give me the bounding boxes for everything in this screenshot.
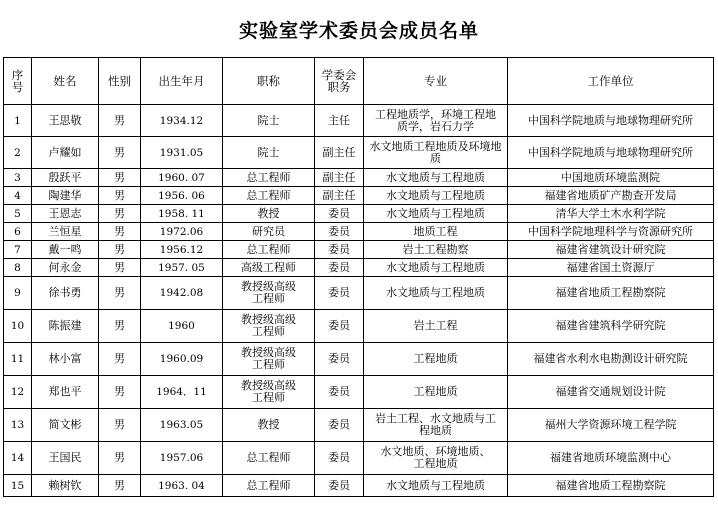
header-gender: 性别 — [99, 58, 141, 105]
cell-unit: 福建省交通规划设计院 — [508, 376, 714, 409]
cell-birth: 1963.05 — [141, 409, 223, 442]
table-row — [4, 442, 714, 475]
cell-gender: 男 — [99, 241, 141, 259]
cell-birth: 1964．11 — [141, 376, 223, 409]
cell-index: 11 — [4, 343, 32, 376]
cell-gender: 男 — [99, 187, 141, 205]
cell-role: 副主任 — [315, 137, 364, 169]
cell-name: 徐书勇 — [32, 277, 99, 310]
cell-role: 委员 — [315, 475, 364, 497]
cell-birth: 1960.09 — [141, 343, 223, 376]
cell-name: 陈振建 — [32, 310, 99, 343]
cell-unit: 中国科学院地理科学与资源研究所 — [508, 223, 714, 241]
cell-major: 岩土工程勘察 — [364, 241, 508, 259]
cell-gender: 男 — [99, 205, 141, 223]
cell-index: 5 — [4, 205, 32, 223]
table-row — [4, 205, 714, 223]
table-row — [4, 169, 714, 187]
cell-gender: 男 — [99, 169, 141, 187]
cell-birth: 1960 — [141, 310, 223, 343]
table-row — [4, 105, 714, 137]
cell-role: 委员 — [315, 223, 364, 241]
cell-major: 水文地质与工程地质 — [364, 169, 508, 187]
table-row — [4, 475, 714, 497]
cell-name: 陶建华 — [32, 187, 99, 205]
cell-name: 林小富 — [32, 343, 99, 376]
cell-gender: 男 — [99, 277, 141, 310]
cell-index: 14 — [4, 442, 32, 475]
cell-role: 委员 — [315, 205, 364, 223]
cell-rank: 院士 — [223, 137, 315, 169]
cell-role: 副主任 — [315, 169, 364, 187]
page-title: 实验室学术委员会成员名单 — [238, 20, 479, 42]
cell-major: 水文地质与工程地质 — [364, 205, 508, 223]
cell-role: 委员 — [315, 343, 364, 376]
header-row — [4, 58, 714, 105]
cell-index: 1 — [4, 105, 32, 137]
header-role: 学委会职务 — [315, 58, 364, 105]
cell-gender: 男 — [99, 137, 141, 169]
committee-roster-table — [3, 57, 714, 497]
header-major: 专业 — [364, 58, 508, 105]
cell-name: 简文彬 — [32, 409, 99, 442]
cell-rank: 总工程师 — [223, 475, 315, 497]
table-row — [4, 343, 714, 376]
cell-gender: 男 — [99, 223, 141, 241]
cell-major: 水文地质与工程地质 — [364, 187, 508, 205]
cell-unit: 福建省地质环境监测中心 — [508, 442, 714, 475]
table-row — [4, 376, 714, 409]
cell-index: 15 — [4, 475, 32, 497]
cell-unit: 福建省国土资源厅 — [508, 259, 714, 277]
cell-unit: 福建省地质工程勘察院 — [508, 475, 714, 497]
cell-unit: 清华大学土木水利学院 — [508, 205, 714, 223]
cell-unit: 福建省建筑设计研究院 — [508, 241, 714, 259]
cell-major: 工程地质 — [364, 376, 508, 409]
cell-rank: 教授级高级工程师 — [223, 343, 315, 376]
cell-major: 水文地质工程地质及环境地质 — [364, 137, 508, 169]
cell-gender: 男 — [99, 475, 141, 497]
cell-rank: 总工程师 — [223, 241, 315, 259]
cell-index: 4 — [4, 187, 32, 205]
cell-major: 工程地质学，环境工程地质学，岩石力学 — [364, 105, 508, 137]
cell-unit: 中国科学院地质与地球物理研究所 — [508, 137, 714, 169]
cell-rank: 总工程师 — [223, 187, 315, 205]
cell-index: 10 — [4, 310, 32, 343]
cell-role: 委员 — [315, 277, 364, 310]
table-row — [4, 187, 714, 205]
cell-unit: 福州大学资源环境工程学院 — [508, 409, 714, 442]
cell-role: 委员 — [315, 259, 364, 277]
cell-role: 主任 — [315, 105, 364, 137]
cell-birth: 1942.08 — [141, 277, 223, 310]
cell-birth: 1956. 06 — [141, 187, 223, 205]
table-row — [4, 223, 714, 241]
cell-index: 9 — [4, 277, 32, 310]
cell-index: 12 — [4, 376, 32, 409]
table-row — [4, 241, 714, 259]
cell-index: 13 — [4, 409, 32, 442]
cell-name: 王国民 — [32, 442, 99, 475]
cell-gender: 男 — [99, 343, 141, 376]
cell-rank: 教授级高级工程师 — [223, 376, 315, 409]
cell-name: 卢耀如 — [32, 137, 99, 169]
cell-role: 委员 — [315, 442, 364, 475]
cell-unit: 中国科学院地质与地球物理研究所 — [508, 105, 714, 137]
cell-unit: 福建省地质工程勘察院 — [508, 277, 714, 310]
table-row — [4, 137, 714, 169]
cell-rank: 教授 — [223, 205, 315, 223]
cell-gender: 男 — [99, 409, 141, 442]
cell-index: 3 — [4, 169, 32, 187]
cell-index: 2 — [4, 137, 32, 169]
header-unit: 工作单位 — [508, 58, 714, 105]
cell-rank: 教授级高级工程师 — [223, 310, 315, 343]
cell-major: 地质工程 — [364, 223, 508, 241]
cell-rank: 院士 — [223, 105, 315, 137]
cell-unit: 福建省地质矿产勘查开发局 — [508, 187, 714, 205]
cell-major: 岩土工程 — [364, 310, 508, 343]
cell-unit: 福建省建筑科学研究院 — [508, 310, 714, 343]
cell-rank: 教授级高级工程师 — [223, 277, 315, 310]
table-row — [4, 259, 714, 277]
cell-name: 戴一鸣 — [32, 241, 99, 259]
cell-name: 何永金 — [32, 259, 99, 277]
cell-major: 工程地质 — [364, 343, 508, 376]
cell-unit: 中国地质环境监测院 — [508, 169, 714, 187]
cell-gender: 男 — [99, 259, 141, 277]
table-row — [4, 277, 714, 310]
cell-birth: 1934.12 — [141, 105, 223, 137]
cell-index: 7 — [4, 241, 32, 259]
cell-unit: 福建省水利水电勘测设计研究院 — [508, 343, 714, 376]
cell-name: 王恩志 — [32, 205, 99, 223]
table-row — [4, 310, 714, 343]
cell-major: 水文地质与工程地质 — [364, 475, 508, 497]
cell-name: 殷跃平 — [32, 169, 99, 187]
cell-name: 赖树钦 — [32, 475, 99, 497]
cell-gender: 男 — [99, 376, 141, 409]
cell-birth: 1960. 07 — [141, 169, 223, 187]
header-name: 姓名 — [32, 58, 99, 105]
cell-major: 水文地质与工程地质 — [364, 277, 508, 310]
cell-gender: 男 — [99, 105, 141, 137]
cell-index: 8 — [4, 259, 32, 277]
cell-gender: 男 — [99, 310, 141, 343]
cell-rank: 高级工程师 — [223, 259, 315, 277]
cell-gender: 男 — [99, 442, 141, 475]
table-row — [4, 409, 714, 442]
cell-name: 王思敬 — [32, 105, 99, 137]
cell-role: 委员 — [315, 409, 364, 442]
cell-name: 兰恒星 — [32, 223, 99, 241]
cell-birth: 1957. 05 — [141, 259, 223, 277]
header-birth: 出生年月 — [141, 58, 223, 105]
header-rank: 职称 — [223, 58, 315, 105]
cell-major: 水文地质与工程地质 — [364, 259, 508, 277]
cell-birth: 1972.06 — [141, 223, 223, 241]
cell-rank: 研究员 — [223, 223, 315, 241]
cell-birth: 1956.12 — [141, 241, 223, 259]
cell-role: 委员 — [315, 310, 364, 343]
cell-rank: 总工程师 — [223, 442, 315, 475]
cell-role: 副主任 — [315, 187, 364, 205]
cell-major: 水文地质、环境地质、工程地质 — [364, 442, 508, 475]
cell-index: 6 — [4, 223, 32, 241]
cell-birth: 1958. 11 — [141, 205, 223, 223]
cell-birth: 1963. 04 — [141, 475, 223, 497]
cell-rank: 总工程师 — [223, 169, 315, 187]
cell-name: 郑也平 — [32, 376, 99, 409]
header-index: 序号 — [4, 58, 32, 105]
cell-birth: 1931.05 — [141, 137, 223, 169]
cell-birth: 1957.06 — [141, 442, 223, 475]
cell-role: 委员 — [315, 241, 364, 259]
cell-rank: 教授 — [223, 409, 315, 442]
cell-role: 委员 — [315, 376, 364, 409]
cell-major: 岩土工程、水文地质与工程地质 — [364, 409, 508, 442]
